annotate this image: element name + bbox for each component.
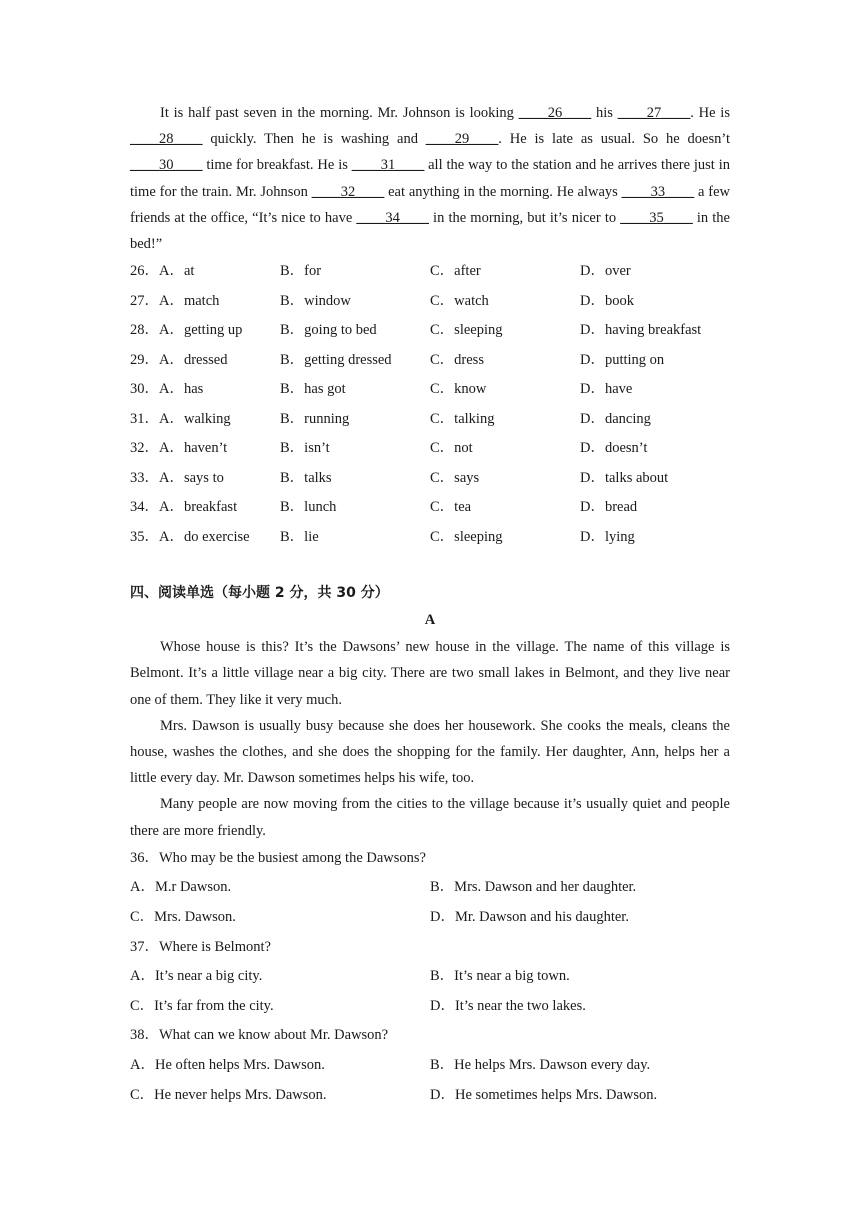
cloze-option-d: D．over: [580, 263, 631, 280]
cloze-option-a: 35．A．do exercise: [130, 528, 250, 545]
cloze-text: eat anything in the morning. He always: [384, 183, 622, 200]
cloze-option-a: 33．A．says to: [130, 469, 224, 486]
cloze-option-a: 26．A．at: [130, 263, 195, 280]
cloze-text: a few friends at the office, “It’s nice to have: [130, 183, 730, 226]
reading-paragraph: Mrs. Dawson is usually busy because she does her housework. She cooks the meals, cleans the house, washes the clothes, and she does the shopping for the family. Her daughter, Ann, helps her a little every day. Mr. Dawson sometimes helps his wife, too.: [130, 717, 730, 787]
cloze-option-c: C．says: [430, 469, 480, 486]
cloze-blank: ____29____: [425, 131, 499, 148]
cloze-text: his: [591, 105, 618, 121]
cloze-option-d: D．putting on: [580, 351, 665, 368]
cloze-option-a: 27．A．match: [130, 292, 220, 309]
cloze-blank: ____28____: [130, 131, 203, 148]
cloze-text: . He is: [690, 105, 730, 121]
option-a: A．He often helps Mrs. Dawson.: [130, 1057, 325, 1073]
cloze-option-d: D．have: [580, 381, 633, 398]
cloze-blank: ____30____: [130, 157, 203, 174]
cloze-option-b: B．running: [280, 410, 350, 427]
cloze-option-c: C．watch: [430, 292, 489, 309]
question-36: [130, 844, 730, 933]
question-38: [130, 1021, 730, 1110]
cloze-option-b: B．for: [280, 263, 322, 280]
passage-label: A: [424, 612, 436, 629]
cloze-blank: ____33____: [621, 183, 695, 200]
option-d: D．He sometimes helps Mrs. Dawson.: [430, 1086, 658, 1103]
cloze-text: time for breakfast. He is: [202, 157, 352, 174]
cloze-text: quickly. Then he is washing and: [202, 131, 426, 148]
option-c: C．He never helps Mrs. Dawson.: [130, 1086, 327, 1103]
cloze-option-b: B．has got: [280, 381, 346, 398]
cloze-option-a: 29．A．dressed: [130, 351, 228, 368]
cloze-blank: ____35____: [620, 209, 693, 226]
cloze-text: all the way to the station and he arrives there just in time for the train. Mr. Johnson: [130, 157, 730, 200]
cloze-option-a: 34．A．breakfast: [130, 499, 238, 516]
cloze-option-d: D．dancing: [580, 410, 651, 427]
option-b: B．Mrs. Dawson and her daughter.: [430, 879, 637, 896]
section-title: 四、阅读单选（每小题 2 分，共 30 分）: [130, 585, 389, 602]
option-c: C．It’s far from the city.: [130, 997, 274, 1014]
cloze-option-a: 30．A．has: [130, 381, 204, 398]
option-d: D．Mr. Dawson and his daughter.: [430, 909, 629, 926]
question-37: [130, 933, 730, 1022]
option-c: C．Mrs. Dawson.: [130, 909, 236, 926]
cloze-option-c: C．dress: [430, 351, 484, 368]
cloze-option-d: D．having breakfast: [580, 322, 702, 339]
cloze-option-a: 32．A．haven’t: [130, 440, 228, 457]
question-stem: 37．Where is Belmont?: [130, 938, 271, 955]
cloze-option-b: B．isn’t: [280, 440, 330, 457]
cloze-blank: ____26____: [518, 105, 592, 121]
cloze-option-b: B．window: [280, 292, 351, 309]
option-a: A．It’s near a big city.: [130, 968, 263, 985]
cloze-option-c: C．know: [430, 381, 487, 398]
cloze-text: in the morning, but it’s nicer to: [428, 209, 621, 226]
cloze-option-d: D．book: [580, 292, 634, 309]
option-a: A．M.r Dawson.: [130, 879, 232, 896]
cloze-option-b: B．lunch: [280, 499, 337, 516]
reading-paragraph: Whose house is this? It’s the Dawsons’ new house in the village. The name of this village is Belmont. It’s a little village near a big city. There are two small lakes in Belmont, and they live near one of them. They like it very much.: [130, 639, 730, 708]
cloze-blank: ____31____: [351, 157, 425, 174]
cloze-text: in the bed!”: [130, 209, 730, 253]
cloze-option-d: D．lying: [580, 528, 635, 545]
question-stem: 38．What can we know about Mr. Dawson?: [130, 1027, 389, 1044]
cloze-option-c: C．tea: [430, 499, 472, 516]
cloze-option-c: C．sleeping: [430, 322, 503, 339]
cloze-option-d: D．talks about: [580, 469, 669, 486]
page-content: [130, 100, 730, 1110]
cloze-option-b: B．getting dressed: [280, 351, 392, 368]
cloze-text: It is half past seven in the morning. Mr. Johnson is looking: [160, 105, 519, 121]
cloze-option-a: 31．A．walking: [130, 410, 231, 427]
option-b: B．He helps Mrs. Dawson every day.: [430, 1057, 651, 1073]
cloze-option-b: B．going to bed: [280, 322, 377, 339]
cloze-text: . He is late as usual. So he doesn’t: [498, 131, 730, 148]
cloze-passage: [130, 100, 730, 257]
cloze-blank: ____34____: [356, 209, 429, 226]
cloze-option-a: 28．A．getting up: [130, 322, 243, 339]
cloze-blank: ____32____: [311, 183, 385, 200]
cloze-option-c: C．talking: [430, 410, 495, 427]
cloze-option-d: D．bread: [580, 499, 638, 516]
option-d: D．It’s near the two lakes.: [430, 997, 586, 1014]
question-stem: 36．Who may be the busiest among the Dawsons?: [130, 849, 426, 866]
cloze-option-c: C．sleeping: [430, 528, 503, 545]
cloze-option-b: B．talks: [280, 469, 332, 486]
cloze-option-d: D．doesn’t: [580, 440, 648, 457]
cloze-option-c: C．after: [430, 263, 481, 280]
cloze-options-table: [130, 257, 730, 552]
reading-paragraph: Many people are now moving from the cities to the village because it’s usually quiet and people there are more friendly.: [130, 796, 730, 839]
cloze-option-b: B．lie: [280, 528, 319, 545]
cloze-blank: ____27____: [617, 105, 691, 121]
cloze-option-c: C．not: [430, 440, 473, 457]
option-b: B．It’s near a big town.: [430, 968, 570, 985]
